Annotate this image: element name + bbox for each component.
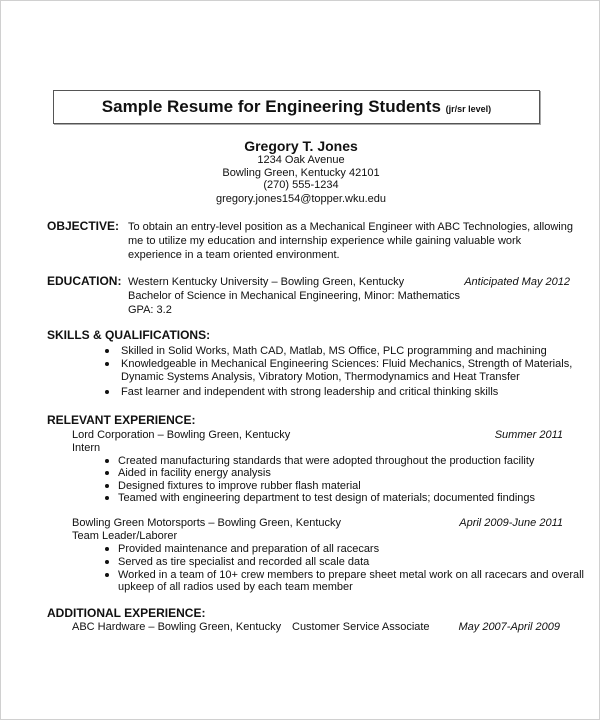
job-bullet: Teamed with engineering department to test design of materials; documented findings (118, 492, 536, 504)
objective-line: To obtain an entry-level position as a Mechanical Engineer with ABC Technologies, allowing (128, 221, 573, 233)
additional-role: Customer Service Associate (292, 621, 430, 633)
bullet-icon (105, 459, 109, 463)
job-date: Summer 2011 (494, 429, 563, 441)
job-bullet: Served as tire specialist and recorded all scale data (118, 556, 370, 568)
job-bullet: Worked in a team of 10+ crew members to prepare sheet metal work on all racecars and overall (118, 569, 584, 581)
additional-date: May 2007-April 2009 (458, 621, 560, 633)
objective-heading: OBJECTIVE: (47, 219, 120, 233)
additional-employer: ABC Hardware – Bowling Green, Kentucky (72, 621, 282, 633)
job-bullet: Aided in facility energy analysis (118, 467, 271, 479)
job-bullet: Created manufacturing standards that were adopted throughout the production facility (118, 455, 535, 467)
education-heading: EDUCATION: (47, 274, 122, 288)
bullet-icon (105, 560, 109, 564)
skill-item: Knowledgeable in Mechanical Engineering Sciences: Fluid Mechanics, Strength of Materials, (121, 358, 573, 370)
objective-line: me to utilize my education and internship experience while gaining valuable work (128, 235, 522, 247)
job-bullet: Provided maintenance and preparation of all racecars (118, 543, 380, 555)
job-bullet: Designed fixtures to improve rubber flash material (118, 480, 361, 492)
bullet-icon (105, 547, 109, 551)
contact-name: Gregory T. Jones (244, 138, 358, 154)
job-bullet-cont: upkeep of all radios used by each team member (118, 581, 353, 593)
contact-email: gregory.jones154@topper.wku.edu (216, 193, 386, 205)
title-box (53, 90, 540, 124)
additional-heading: ADDITIONAL EXPERIENCE: (47, 606, 206, 620)
skill-item-cont: Dynamic Systems Analysis, Vibratory Motion, Thermodynamics and Heat Transfer (121, 371, 520, 383)
education-school: Western Kentucky University – Bowling Green, Kentucky (128, 276, 405, 288)
page-title (54, 97, 539, 117)
bullet-icon (105, 349, 109, 353)
title-main: Sample Resume for Engineering Students (101, 97, 441, 116)
bullet-icon (105, 573, 109, 577)
job-role: Team Leader/Laborer (72, 530, 178, 542)
skill-item: Skilled in Solid Works, Math CAD, Matlab, MS Office, PLC programming and machining (121, 345, 547, 357)
bullet-icon (105, 484, 109, 488)
contact-city: Bowling Green, Kentucky 42101 (222, 167, 380, 179)
bullet-icon (105, 390, 109, 394)
objective-line: experience in a team oriented environment. (128, 249, 340, 261)
contact-street: 1234 Oak Avenue (257, 154, 345, 166)
relevant-heading: RELEVANT EXPERIENCE: (47, 413, 196, 427)
bullet-icon (105, 471, 109, 475)
job-employer: Bowling Green Motorsports – Bowling Green, Kentucky (72, 517, 342, 529)
skills-heading: SKILLS & QUALIFICATIONS: (47, 328, 211, 342)
job-employer: Lord Corporation – Bowling Green, Kentucky (72, 429, 291, 441)
skill-item: Fast learner and independent with strong leadership and critical thinking skills (121, 386, 499, 398)
education-gpa: GPA: 3.2 (128, 304, 172, 316)
job-role: Intern (72, 442, 101, 454)
education-degree: Bachelor of Science in Mechanical Engineering, Minor: Mathematics (128, 290, 460, 302)
bullet-icon (105, 362, 109, 366)
contact-phone: (270) 555-1234 (263, 179, 339, 191)
education-date: Anticipated May 2012 (464, 276, 570, 288)
job-date: April 2009-June 2011 (459, 517, 563, 529)
title-level: (jr/sr level) (445, 104, 492, 114)
bullet-icon (105, 496, 109, 500)
